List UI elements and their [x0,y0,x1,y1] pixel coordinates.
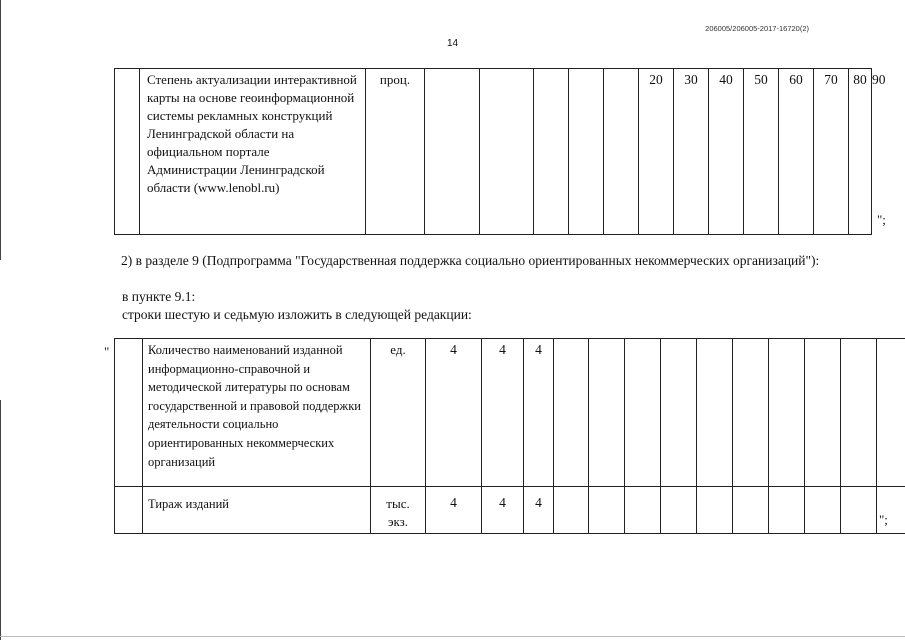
document-id: 206005/206005-2017-16720(2) [705,24,809,33]
number-cell [115,69,140,235]
closing-quote-2: "; [879,512,888,527]
value-cell: 70 [814,69,849,235]
value-cell: 4 [426,339,482,487]
value-cell [841,487,877,534]
closing-quote-1: "; [877,212,886,227]
value-cell [569,69,604,235]
value-cell: 4 [482,487,524,534]
value-cell [661,487,697,534]
value-cell [697,487,733,534]
value-cell: 50 [744,69,779,235]
scan-bottom-line [0,636,905,637]
amendment-instruction: строки шестую и седьмую изложить в следующей редакции: [122,307,472,322]
unit-cell: проц. [366,69,425,235]
value-cell [480,69,534,235]
value-cell [554,487,589,534]
value-cell: 4 [524,339,554,487]
number-cell [115,487,143,534]
value-cell [661,339,697,487]
indicator-table-2 [114,338,905,534]
page-number: 14 [446,38,459,49]
value-cell: 4 [482,339,524,487]
value-cell: 40 [709,69,744,235]
value-cell: 20 [639,69,674,235]
value-cell: 30 [674,69,709,235]
empty-cell [425,69,480,235]
value-cell [841,339,877,487]
value-cell [625,339,661,487]
opening-quote-2: " [104,344,110,359]
number-cell [115,339,143,487]
value-cell [733,487,769,534]
amendment-paragraph: 2) в разделе 9 (Подпрограмма "Государственная поддержка социально ориентированных некоммерческих организаций"): [121,253,820,268]
value-cell [554,339,589,487]
table-row [115,339,905,487]
unit-cell: тыс. экз. [371,487,426,534]
indicator-description: Количество наименований изданной информационно-справочной и методической литературы по основам государственной и правовой поддержки деятельности социально ориентированных некоммерческих организаций [143,339,371,487]
value-cell: 60 [779,69,814,235]
indicator-description: Тираж изданий [143,487,371,534]
value-cell [769,339,805,487]
value-cell [534,69,569,235]
value-cell: 4 [426,487,482,534]
indicator-description: Степень актуализации интерактивной карты на основе геоинформационной системы рекламных конструкций Ленинградской области на официальном портале Администрации Ленинградской области (www.lenobl.ru) [140,69,366,235]
value-cell: 80 [849,69,872,235]
table-row: Степень актуализации интерактивной карты на основе геоинформационной системы рекламных конструкций Ленинградской области на официальном портале Администрации Ленинградской области (www.lenobl.ru) проц. 20 30 40 50 60 70 80 90 [115,69,872,235]
unit-cell: ед. [371,339,426,487]
value-cell [769,487,805,534]
indicator-table-1 [114,68,886,235]
value-cell [733,339,769,487]
scan-edge-bottom [0,400,1,640]
value-cell [589,487,625,534]
value-cell [805,339,841,487]
table-row [115,487,905,534]
value-cell [625,487,661,534]
amendment-clause: в пункте 9.1: [122,289,196,304]
value-cell [877,339,905,487]
value-cell [604,69,639,235]
value-cell [589,339,625,487]
value-cell [805,487,841,534]
value-cell [697,339,733,487]
value-cell: 4 [524,487,554,534]
